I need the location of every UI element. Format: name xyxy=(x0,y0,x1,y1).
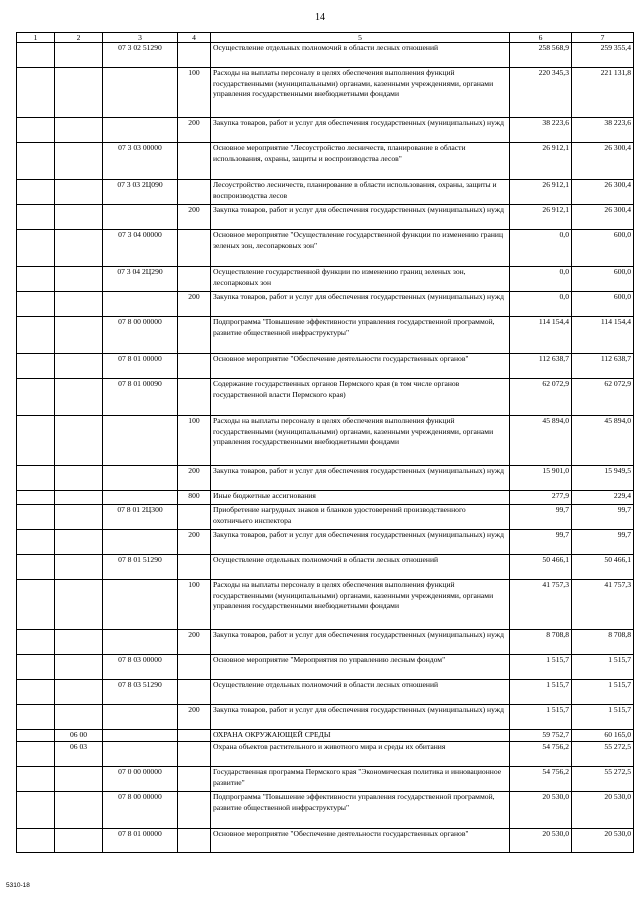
cell-target-article: 07 8 00 00000 xyxy=(103,792,178,829)
header-col-4: 4 xyxy=(178,33,211,43)
cell-amount-year-1: 114 154,4 xyxy=(510,317,572,354)
table-row xyxy=(17,630,634,655)
cell-amount-year-2: 60 165,0 xyxy=(572,730,634,742)
cell-expense-type xyxy=(178,43,211,68)
cell-amount-year-2: 112 638,7 xyxy=(572,354,634,379)
table-row xyxy=(17,317,634,354)
cell-col-1 xyxy=(17,143,55,180)
cell-target-article: 07 3 03 2Ц090 xyxy=(103,180,178,205)
cell-description: Содержание государственных органов Пермского края (в том числе органов государственной власти Пермского края) xyxy=(211,379,510,416)
cell-target-article: 07 8 00 00000 xyxy=(103,317,178,354)
cell-amount-year-1: 26 912,1 xyxy=(510,180,572,205)
cell-expense-type xyxy=(178,230,211,267)
table-row xyxy=(17,680,634,705)
cell-col-1 xyxy=(17,466,55,491)
header-row xyxy=(17,33,634,43)
cell-col-1 xyxy=(17,180,55,205)
cell-col-1 xyxy=(17,317,55,354)
cell-amount-year-2: 20 530,0 xyxy=(572,792,634,829)
cell-section-code xyxy=(55,230,103,267)
cell-amount-year-1: 26 912,1 xyxy=(510,205,572,230)
cell-description: Подпрограмма "Повышение эффективности управления государственной программой, развитие общественной инфраструктуры" xyxy=(211,317,510,354)
cell-expense-type: 100 xyxy=(178,68,211,118)
cell-description: Основное мероприятие "Обеспечение деятельности государственных органов" xyxy=(211,829,510,853)
cell-description: ОХРАНА ОКРУЖАЮЩЕЙ СРЕДЫ xyxy=(211,730,510,742)
cell-description: Закупка товаров, работ и услуг для обеспечения государственных (муниципальных) нужд xyxy=(211,530,510,555)
cell-target-article xyxy=(103,742,178,767)
table-row xyxy=(17,742,634,767)
cell-description: Закупка товаров, работ и услуг для обеспечения государственных (муниципальных) нужд xyxy=(211,466,510,491)
cell-col-1 xyxy=(17,416,55,466)
cell-amount-year-1: 54 756,2 xyxy=(510,742,572,767)
cell-expense-type: 100 xyxy=(178,580,211,630)
cell-section-code xyxy=(55,505,103,530)
cell-target-article: 07 8 03 51290 xyxy=(103,680,178,705)
cell-col-1 xyxy=(17,767,55,792)
cell-target-article xyxy=(103,416,178,466)
cell-amount-year-2: 8 708,8 xyxy=(572,630,634,655)
cell-amount-year-1: 54 756,2 xyxy=(510,767,572,792)
cell-description: Основное мероприятие "Обеспечение деятельности государственных органов" xyxy=(211,354,510,379)
cell-amount-year-1: 99,7 xyxy=(510,505,572,530)
cell-amount-year-1: 1 515,7 xyxy=(510,705,572,730)
cell-expense-type: 200 xyxy=(178,205,211,230)
cell-col-1 xyxy=(17,43,55,68)
cell-amount-year-2: 55 272,5 xyxy=(572,742,634,767)
cell-amount-year-1: 38 223,6 xyxy=(510,118,572,143)
header-col-5: 5 xyxy=(211,33,510,43)
cell-expense-type xyxy=(178,680,211,705)
cell-col-1 xyxy=(17,205,55,230)
cell-amount-year-2: 41 757,3 xyxy=(572,580,634,630)
cell-amount-year-1: 1 515,7 xyxy=(510,680,572,705)
table-row xyxy=(17,230,634,267)
table-row xyxy=(17,205,634,230)
table-row xyxy=(17,68,634,118)
cell-description: Закупка товаров, работ и услуг для обеспечения государственных (муниципальных) нужд xyxy=(211,205,510,230)
cell-amount-year-2: 114 154,4 xyxy=(572,317,634,354)
table-row xyxy=(17,118,634,143)
cell-expense-type xyxy=(178,792,211,829)
cell-amount-year-1: 50 466,1 xyxy=(510,555,572,580)
cell-amount-year-2: 26 300,4 xyxy=(572,205,634,230)
table-row xyxy=(17,530,634,555)
cell-col-1 xyxy=(17,829,55,853)
cell-col-1 xyxy=(17,354,55,379)
cell-amount-year-2: 20 530,0 xyxy=(572,829,634,853)
table-row xyxy=(17,505,634,530)
cell-expense-type xyxy=(178,180,211,205)
cell-expense-type: 200 xyxy=(178,466,211,491)
cell-expense-type xyxy=(178,267,211,292)
cell-amount-year-2: 600,0 xyxy=(572,292,634,317)
cell-section-code xyxy=(55,655,103,680)
cell-amount-year-1: 112 638,7 xyxy=(510,354,572,379)
table-body xyxy=(17,43,634,853)
cell-description: Осуществление государственной функции по изменению границ зеленых зон, лесопарковых зон xyxy=(211,267,510,292)
cell-target-article: 07 8 01 2Ц300 xyxy=(103,505,178,530)
cell-section-code xyxy=(55,630,103,655)
cell-amount-year-2: 259 355,4 xyxy=(572,43,634,68)
cell-description: Основное мероприятие "Осуществление государственной функции по изменению границ зеленых зон, лесопарковых зон" xyxy=(211,230,510,267)
cell-amount-year-1: 20 530,0 xyxy=(510,792,572,829)
cell-target-article xyxy=(103,491,178,505)
cell-col-1 xyxy=(17,580,55,630)
cell-expense-type xyxy=(178,555,211,580)
cell-expense-type xyxy=(178,317,211,354)
cell-amount-year-1: 0,0 xyxy=(510,230,572,267)
table-row xyxy=(17,655,634,680)
cell-description: Основное мероприятие "Мероприятия по управлению лесным фондом" xyxy=(211,655,510,680)
cell-target-article: 07 3 03 00000 xyxy=(103,143,178,180)
cell-col-1 xyxy=(17,292,55,317)
cell-section-code xyxy=(55,354,103,379)
cell-expense-type xyxy=(178,143,211,180)
cell-target-article xyxy=(103,118,178,143)
cell-section-code xyxy=(55,205,103,230)
cell-amount-year-1: 8 708,8 xyxy=(510,630,572,655)
cell-amount-year-1: 220 345,3 xyxy=(510,68,572,118)
cell-description: Осуществление отдельных полномочий в области лесных отношений xyxy=(211,555,510,580)
cell-section-code xyxy=(55,267,103,292)
cell-amount-year-2: 229,4 xyxy=(572,491,634,505)
cell-section-code xyxy=(55,555,103,580)
footer-code: 5310-18 xyxy=(6,882,30,889)
cell-amount-year-2: 99,7 xyxy=(572,505,634,530)
cell-section-code xyxy=(55,792,103,829)
cell-description: Закупка товаров, работ и услуг для обеспечения государственных (муниципальных) нужд xyxy=(211,630,510,655)
cell-expense-type xyxy=(178,354,211,379)
cell-target-article xyxy=(103,292,178,317)
table-row xyxy=(17,416,634,466)
cell-section-code xyxy=(55,379,103,416)
table-row xyxy=(17,379,634,416)
cell-description: Осуществление отдельных полномочий в области лесных отношений xyxy=(211,680,510,705)
table-row xyxy=(17,767,634,792)
cell-target-article: 07 3 04 00000 xyxy=(103,230,178,267)
cell-col-1 xyxy=(17,680,55,705)
cell-target-article xyxy=(103,466,178,491)
table-row xyxy=(17,491,634,505)
cell-target-article: 07 3 02 51290 xyxy=(103,43,178,68)
table-row xyxy=(17,143,634,180)
cell-section-code: 06 03 xyxy=(55,742,103,767)
cell-col-1 xyxy=(17,792,55,829)
table-row xyxy=(17,829,634,853)
cell-expense-type xyxy=(178,655,211,680)
cell-amount-year-2: 600,0 xyxy=(572,230,634,267)
cell-section-code xyxy=(55,118,103,143)
table-row xyxy=(17,580,634,630)
cell-col-1 xyxy=(17,705,55,730)
cell-target-article xyxy=(103,630,178,655)
cell-section-code xyxy=(55,180,103,205)
cell-col-1 xyxy=(17,630,55,655)
cell-col-1 xyxy=(17,742,55,767)
cell-col-1 xyxy=(17,730,55,742)
cell-expense-type: 800 xyxy=(178,491,211,505)
cell-section-code xyxy=(55,143,103,180)
header-col-6: 6 xyxy=(510,33,572,43)
cell-description: Расходы на выплаты персоналу в целях обеспечения выполнения функций государственными (муниципальными) органами, казенными учреждениями, органами управления государственными внебюджетными фондами xyxy=(211,580,510,630)
table-row xyxy=(17,267,634,292)
cell-amount-year-2: 1 515,7 xyxy=(572,680,634,705)
cell-target-article: 07 8 01 51290 xyxy=(103,555,178,580)
page-number: 14 xyxy=(315,12,325,23)
cell-description: Лесоустройство лесничеств, планирование в области использования, охраны, защиты и воспроизводства лесов xyxy=(211,180,510,205)
cell-section-code xyxy=(55,530,103,555)
table-row xyxy=(17,705,634,730)
cell-target-article: 07 8 03 00000 xyxy=(103,655,178,680)
cell-amount-year-2: 45 894,0 xyxy=(572,416,634,466)
cell-target-article: 07 8 01 00090 xyxy=(103,379,178,416)
cell-section-code: 06 00 xyxy=(55,730,103,742)
cell-col-1 xyxy=(17,505,55,530)
cell-amount-year-2: 38 223,6 xyxy=(572,118,634,143)
cell-target-article xyxy=(103,68,178,118)
cell-amount-year-1: 258 568,9 xyxy=(510,43,572,68)
cell-section-code xyxy=(55,580,103,630)
cell-section-code xyxy=(55,680,103,705)
cell-col-1 xyxy=(17,530,55,555)
header-col-2: 2 xyxy=(55,33,103,43)
cell-col-1 xyxy=(17,379,55,416)
cell-amount-year-1: 0,0 xyxy=(510,292,572,317)
cell-description: Закупка товаров, работ и услуг для обеспечения государственных (муниципальных) нужд xyxy=(211,118,510,143)
cell-amount-year-2: 221 131,8 xyxy=(572,68,634,118)
table-row xyxy=(17,730,634,742)
cell-description: Подпрограмма "Повышение эффективности управления государственной программой, развитие общественной инфраструктуры" xyxy=(211,792,510,829)
cell-amount-year-1: 1 515,7 xyxy=(510,655,572,680)
cell-section-code xyxy=(55,68,103,118)
cell-target-article: 07 3 04 2Ц290 xyxy=(103,267,178,292)
cell-expense-type: 200 xyxy=(178,292,211,317)
table-row xyxy=(17,792,634,829)
cell-expense-type xyxy=(178,742,211,767)
cell-section-code xyxy=(55,416,103,466)
table-row xyxy=(17,292,634,317)
cell-target-article xyxy=(103,705,178,730)
cell-amount-year-1: 0,0 xyxy=(510,267,572,292)
cell-amount-year-1: 15 901,0 xyxy=(510,466,572,491)
cell-amount-year-1: 26 912,1 xyxy=(510,143,572,180)
table-row xyxy=(17,180,634,205)
cell-amount-year-1: 277,9 xyxy=(510,491,572,505)
cell-amount-year-2: 26 300,4 xyxy=(572,180,634,205)
table-row xyxy=(17,354,634,379)
cell-amount-year-2: 1 515,7 xyxy=(572,705,634,730)
cell-target-article xyxy=(103,580,178,630)
cell-description: Закупка товаров, работ и услуг для обеспечения государственных (муниципальных) нужд xyxy=(211,705,510,730)
cell-section-code xyxy=(55,466,103,491)
cell-section-code xyxy=(55,767,103,792)
cell-target-article: 07 0 00 00000 xyxy=(103,767,178,792)
cell-description: Охрана объектов растительного и животного мира и среды их обитания xyxy=(211,742,510,767)
cell-amount-year-2: 99,7 xyxy=(572,530,634,555)
cell-col-1 xyxy=(17,230,55,267)
cell-amount-year-2: 15 949,5 xyxy=(572,466,634,491)
cell-description: Основное мероприятие "Лесоустройство лесничеств, планирование в области использования, охраны, защиты и воспроизводства лесов" xyxy=(211,143,510,180)
cell-amount-year-1: 45 894,0 xyxy=(510,416,572,466)
cell-amount-year-2: 50 466,1 xyxy=(572,555,634,580)
cell-expense-type xyxy=(178,767,211,792)
header-col-3: 3 xyxy=(103,33,178,43)
cell-description: Приобретение нагрудных знаков и бланков удостоверений производственного охотничьего инспектора xyxy=(211,505,510,530)
cell-amount-year-2: 600,0 xyxy=(572,267,634,292)
table-row xyxy=(17,555,634,580)
cell-amount-year-2: 26 300,4 xyxy=(572,143,634,180)
cell-amount-year-1: 59 752,7 xyxy=(510,730,572,742)
cell-section-code xyxy=(55,292,103,317)
cell-target-article: 07 8 01 00000 xyxy=(103,354,178,379)
cell-description: Осуществление отдельных полномочий в области лесных отношений xyxy=(211,43,510,68)
cell-section-code xyxy=(55,705,103,730)
cell-description: Государственная программа Пермского края "Экономическая политика и инновационное развитие" xyxy=(211,767,510,792)
cell-description: Иные бюджетные ассигнования xyxy=(211,491,510,505)
header-col-1: 1 xyxy=(17,33,55,43)
cell-section-code xyxy=(55,491,103,505)
cell-description: Расходы на выплаты персоналу в целях обеспечения выполнения функций государственными (муниципальными) органами, казенными учреждениями, органами управления государственными внебюджетными фондами xyxy=(211,416,510,466)
cell-col-1 xyxy=(17,267,55,292)
budget-table xyxy=(16,32,634,853)
cell-target-article xyxy=(103,530,178,555)
table-row xyxy=(17,43,634,68)
cell-expense-type xyxy=(178,730,211,742)
cell-expense-type: 200 xyxy=(178,630,211,655)
cell-amount-year-1: 62 072,9 xyxy=(510,379,572,416)
cell-expense-type: 200 xyxy=(178,705,211,730)
cell-description: Расходы на выплаты персоналу в целях обеспечения выполнения функций государственными (муниципальными) органами, казенными учреждениями, органами управления государственными внебюджетными фондами xyxy=(211,68,510,118)
cell-col-1 xyxy=(17,555,55,580)
cell-target-article: 07 8 01 00000 xyxy=(103,829,178,853)
cell-section-code xyxy=(55,829,103,853)
table-row xyxy=(17,466,634,491)
cell-amount-year-1: 99,7 xyxy=(510,530,572,555)
cell-col-1 xyxy=(17,491,55,505)
cell-expense-type: 100 xyxy=(178,416,211,466)
cell-expense-type: 200 xyxy=(178,530,211,555)
cell-col-1 xyxy=(17,655,55,680)
cell-section-code xyxy=(55,317,103,354)
header-col-7: 7 xyxy=(572,33,634,43)
cell-section-code xyxy=(55,43,103,68)
cell-amount-year-2: 55 272,5 xyxy=(572,767,634,792)
cell-col-1 xyxy=(17,118,55,143)
cell-expense-type: 200 xyxy=(178,118,211,143)
cell-expense-type xyxy=(178,505,211,530)
cell-amount-year-2: 62 072,9 xyxy=(572,379,634,416)
cell-expense-type xyxy=(178,379,211,416)
cell-description: Закупка товаров, работ и услуг для обеспечения государственных (муниципальных) нужд xyxy=(211,292,510,317)
cell-target-article xyxy=(103,730,178,742)
cell-expense-type xyxy=(178,829,211,853)
cell-target-article xyxy=(103,205,178,230)
cell-col-1 xyxy=(17,68,55,118)
cell-amount-year-1: 41 757,3 xyxy=(510,580,572,630)
cell-amount-year-1: 20 530,0 xyxy=(510,829,572,853)
cell-amount-year-2: 1 515,7 xyxy=(572,655,634,680)
